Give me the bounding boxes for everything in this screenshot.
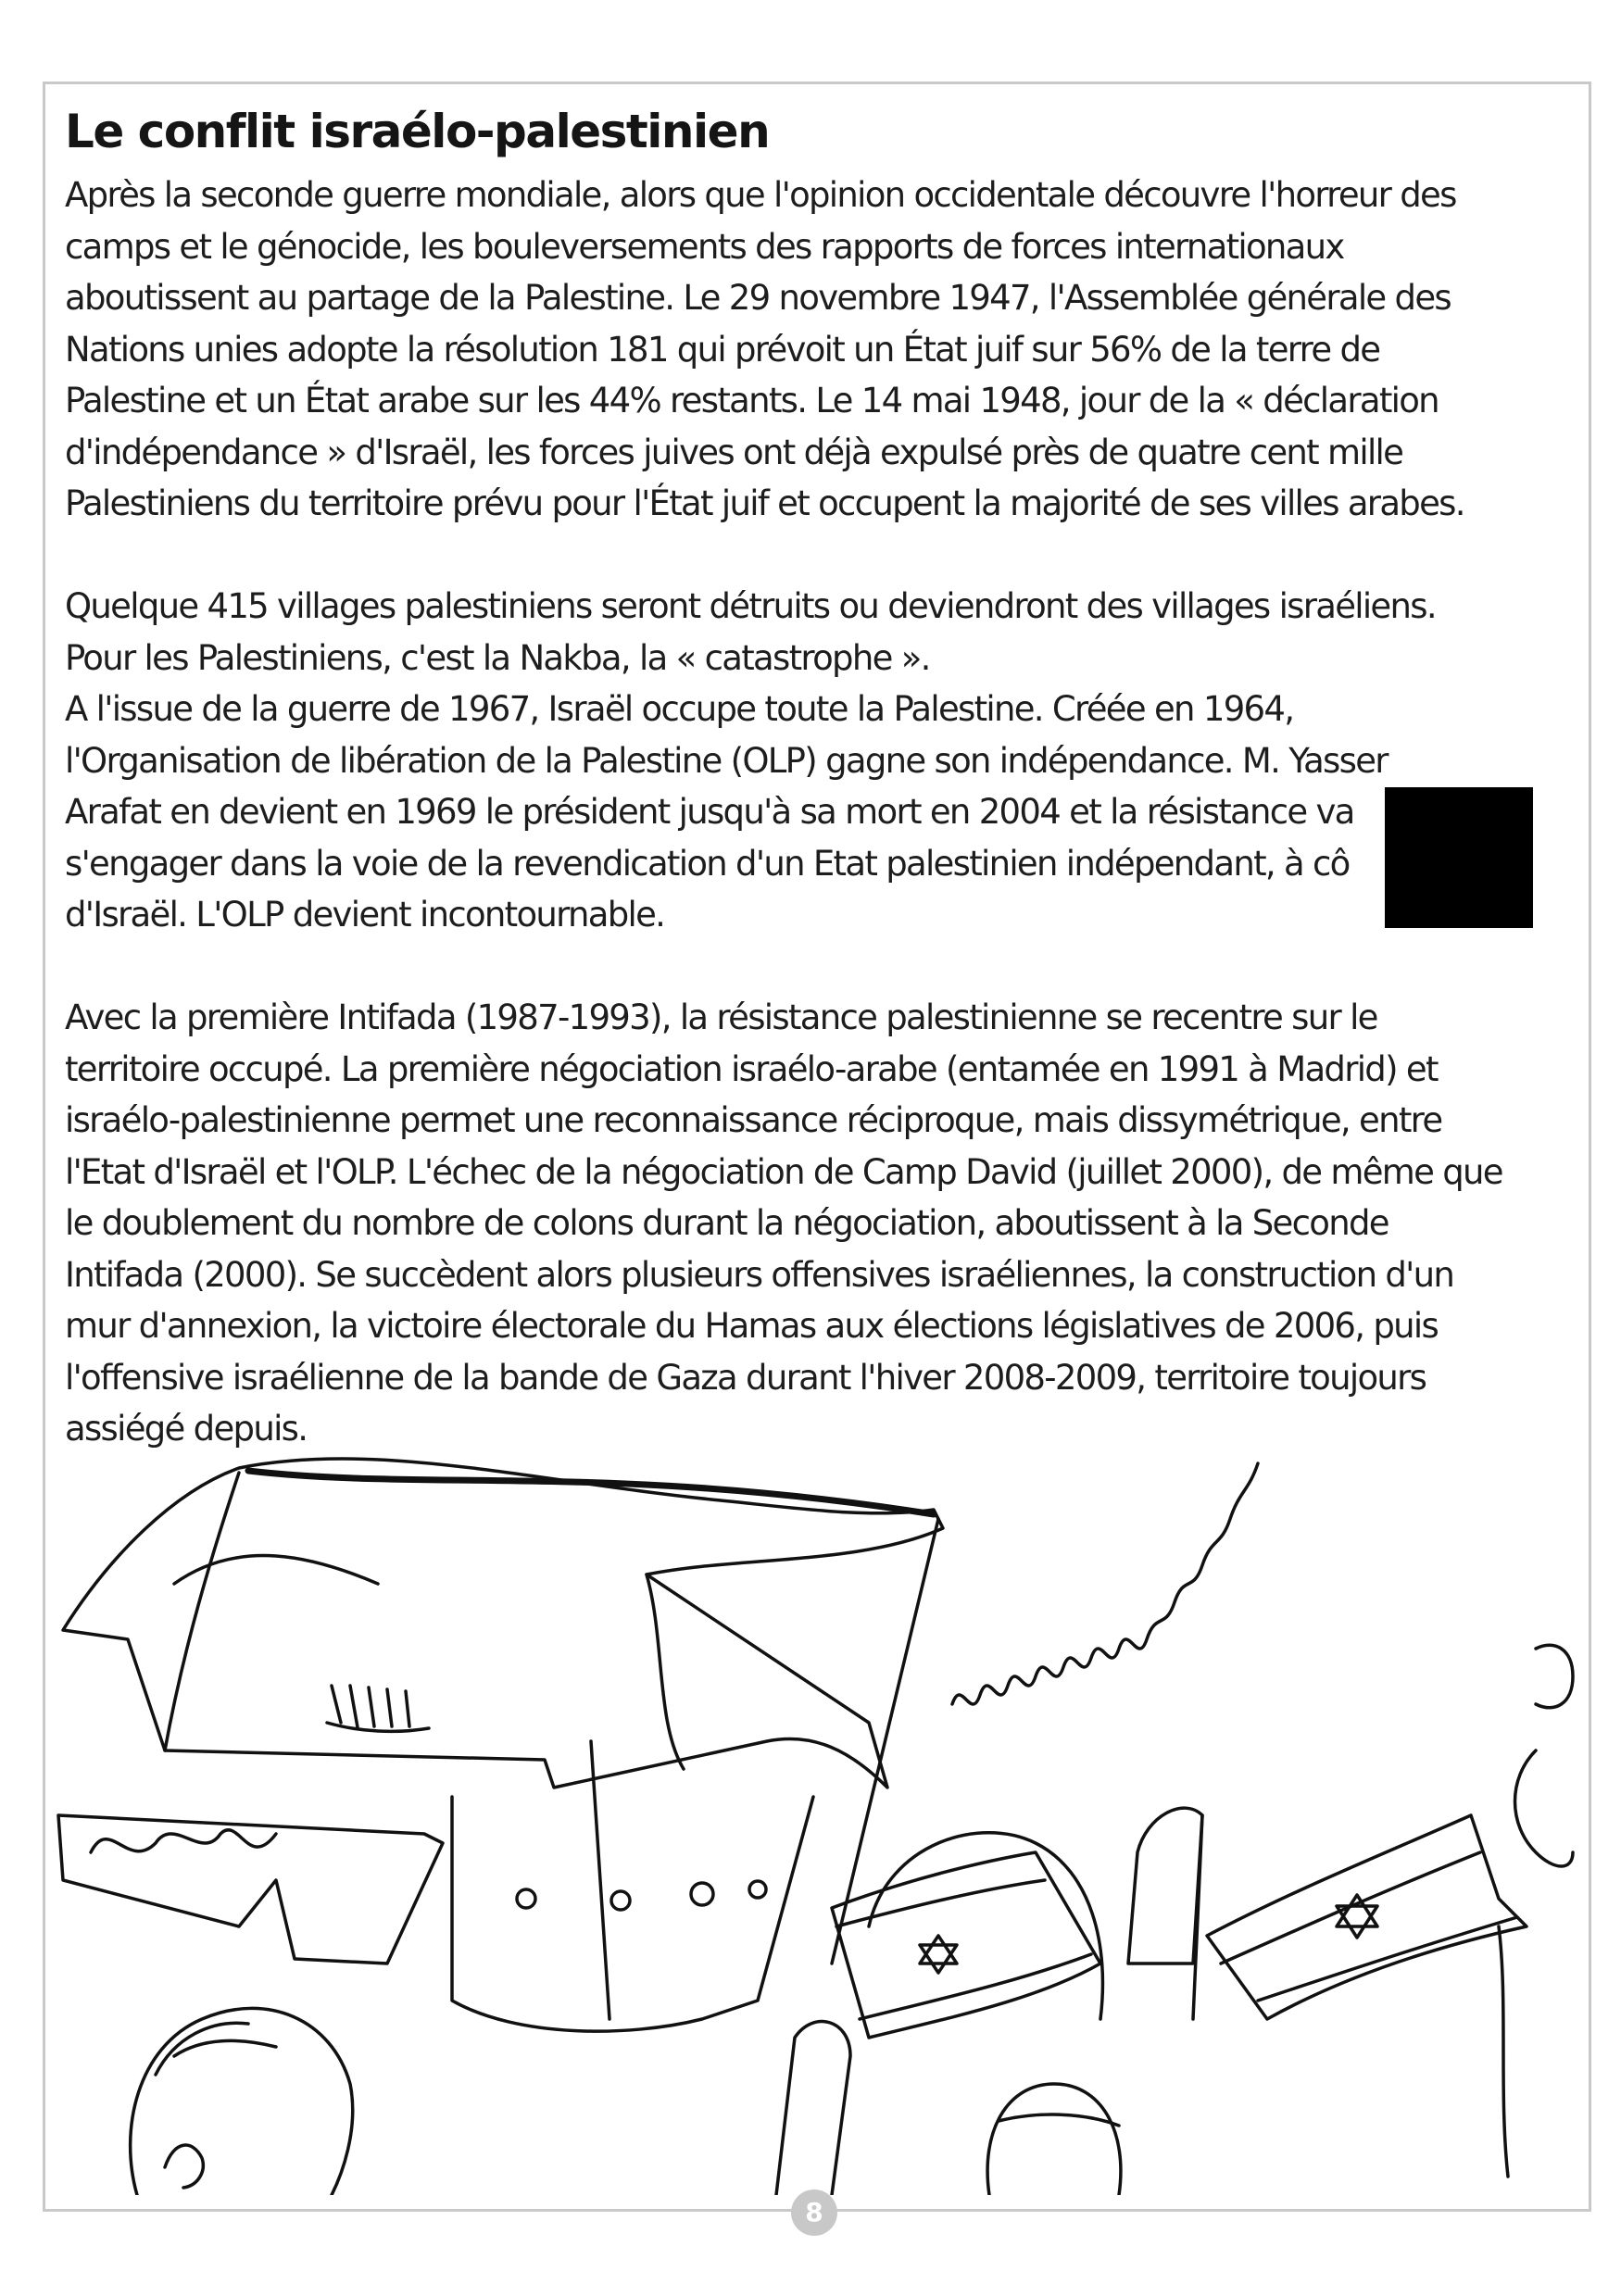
arm xyxy=(776,2022,850,2195)
israeli-flag-center-star xyxy=(920,1936,957,1973)
text-line: le doublement du nombre de colons durant la négociation, aboutissent à la Seconde xyxy=(65,1203,1389,1243)
small-flag xyxy=(1128,1808,1202,1964)
text-line: Arafat en devient en 1969 le président jusqu'à sa mort en 2004 et la résistance va xyxy=(65,792,1354,832)
text-line: territoire occupé. La première négociation israélo-arabe (entamée en 1991 à Madrid) et xyxy=(65,1048,1438,1089)
masked-figure xyxy=(987,2084,1121,2195)
panel-circle xyxy=(749,1881,766,1898)
flag-pole xyxy=(832,1519,938,1964)
protest-drawing xyxy=(54,1445,1577,2195)
text-line: d'indépendance » d'Israël, les forces juives ont déjà expulsé près de quatre cent mille xyxy=(65,432,1403,472)
text-line: Nations unies adopte la résolution 181 qui prévoit un État juif sur 56% de la terre de xyxy=(65,329,1380,370)
text-line: Palestiniens du territoire prévu pour l'État juif et occupent la majorité de ses villes arabes. xyxy=(65,483,1464,523)
banner-scribble xyxy=(91,1830,276,1852)
text-line: camps et le génocide, les bouleversements des rapports de forces internationaux xyxy=(65,226,1344,267)
masked-figure-mask xyxy=(999,2114,1119,2126)
page-title: Le conflit israélo-palestinien xyxy=(65,105,770,158)
text-line: mur d'annexion, la victoire électorale du Hamas aux élections législatives de 2006, puis xyxy=(65,1306,1439,1346)
text-line: l'Organisation de libération de la Palestine (OLP) gagne son indépendance. M. Yasser xyxy=(65,740,1388,781)
israeli-flag-center-stripe xyxy=(836,1880,1045,1926)
text-line: s'engager dans la voie de la revendication d'un Etat palestinien indépendant, à cô xyxy=(65,843,1350,884)
text-line: assiégé depuis. xyxy=(65,1409,308,1449)
redaction-box xyxy=(1385,787,1533,928)
text-line: d'Israël. L'OLP devient incontournable. xyxy=(65,895,665,935)
figure-face xyxy=(165,2145,203,2188)
figure-hair xyxy=(156,2023,276,2075)
text-line: Intifada (2000). Se succèdent alors plusieurs offensives israéliennes, la construction d'un xyxy=(65,1254,1454,1295)
text-line: A l'issue de la guerre de 1967, Israël occupe toute la Palestine. Créée en 1964, xyxy=(65,689,1294,729)
large-flag-fold xyxy=(165,1473,239,1750)
large-flag-hands xyxy=(327,1686,429,1731)
center-panel-line xyxy=(591,1741,609,2019)
page-number: 8 xyxy=(791,2189,837,2236)
paragraph-partition xyxy=(65,169,1565,530)
text-line: l'offensive israélienne de la bande de Gaza durant l'hiver 2008-2009, territoire toujours xyxy=(65,1357,1426,1398)
text-line: Après la seconde guerre mondiale, alors que l'opinion occidentale découvre l'horreur des xyxy=(65,175,1456,215)
text-line: Quelque 415 villages palestiniens seront détruits ou deviendront des villages israéliens. xyxy=(65,586,1436,626)
large-flag-band xyxy=(248,1471,934,1514)
right-edge-figure xyxy=(1499,1926,1508,2177)
text-line: Palestine et un État arabe sur les 44% restants. Le 14 mai 1948, jour de la « déclaration xyxy=(65,381,1439,420)
paragraph-intifada xyxy=(65,992,1565,1455)
text-line: aboutissent au partage de la Palestine. Le 29 novembre 1947, l'Assemblée générale des xyxy=(65,278,1451,318)
large-flag-stripe xyxy=(647,1575,684,1769)
right-edge-face xyxy=(1536,1645,1573,1708)
right-edge-face xyxy=(1515,1750,1574,1866)
text-line: israélo-palestinienne permet une reconnaissance réciproque, mais dissymétrique, entre xyxy=(65,1100,1442,1140)
panel-circle xyxy=(611,1891,630,1910)
text-line: l'Etat d'Israël et l'OLP. L'échec de la négociation de Camp David (juillet 2000), de même que xyxy=(65,1151,1502,1192)
paragraph-nakba-olp xyxy=(65,581,1565,941)
crowd-scribble xyxy=(952,1463,1258,1704)
israeli-flag-center xyxy=(832,1852,1100,2038)
text-line: Pour les Palestiniens, c'est la Nakba, la « catastrophe ». xyxy=(65,637,930,678)
israeli-flag-right xyxy=(1207,1815,1527,2019)
center-panel xyxy=(452,1797,813,2031)
text-line: Avec la première Intifada (1987-1993), la résistance palestinienne se recentre sur le xyxy=(65,997,1377,1037)
panel-circle xyxy=(691,1883,713,1905)
banner xyxy=(58,1815,443,1964)
israeli-flag-right-star xyxy=(1337,1895,1377,1938)
panel-circle xyxy=(517,1889,535,1908)
